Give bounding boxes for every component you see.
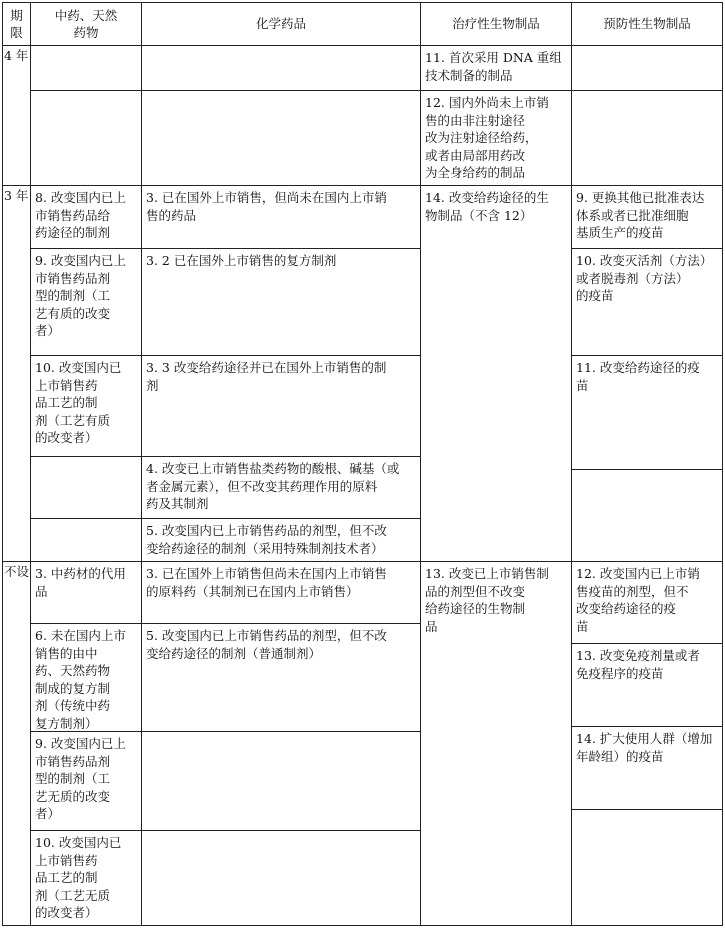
preventive-item-10: 10. 改变灭活剂（方法） 或者脱毒剂（方法） 的疫苗 bbox=[571, 248, 723, 356]
header-chemical: 化学药品 bbox=[141, 2, 421, 46]
tcm-item-10-no-quality-change: 10. 改变国内已 上市销售药 品工艺的制 剂（工艺无质 的改变者） bbox=[30, 830, 142, 926]
tcm-item-3: 3. 中药材的代用 品 bbox=[30, 561, 142, 624]
chemical-item-4: 4. 改变已上市销售盐类药物的酸根、碱基（或 者金属元素），但不改变其药理作用的原料 药及其制剂 bbox=[141, 456, 421, 519]
header-preventive: 预防性生物制品 bbox=[571, 2, 723, 46]
chemical-item-5-ordinary: 5. 改变国内已上市销售药品的剂型，但不改 变给药途径的制剂（普通制剂） bbox=[141, 623, 421, 732]
chemical-item-5-special: 5. 改变国内已上市销售药品的剂型，但不改 变给药途径的制剂（采用特殊制剂技术者） bbox=[141, 518, 421, 562]
preventive-item-12: 12. 改变国内已上市销 售疫苗的剂型，但不 改变给药途径的疫 苗 bbox=[571, 561, 723, 644]
chemical-item-3-3: 3. 3 改变给药途径并已在国外上市销售的制 剂 bbox=[141, 355, 421, 457]
header-therapeutic: 治疗性生物制品 bbox=[420, 2, 572, 46]
therapeutic-item-12: 12. 国内外尚未上市销 售的由非注射途径 改为注射途径给药， 或者由局部用药改 为全身给药的制品 bbox=[420, 90, 572, 186]
preventive-empty-c bbox=[571, 469, 723, 562]
chemical-empty-a bbox=[141, 45, 421, 91]
therapeutic-item-14: 14. 改变给药途径的生 物制品（不含 12） bbox=[420, 185, 572, 562]
chemical-item-3: 3. 已在国外上市销售，但尚未在国内上市销 售的药品 bbox=[141, 185, 421, 249]
preventive-item-13: 13. 改变免疫剂量或者 免疫程序的疫苗 bbox=[571, 643, 723, 727]
chemical-empty-d bbox=[141, 830, 421, 926]
tcm-item-9-no-quality-change: 9. 改变国内已上 市销售药品剂 型的制剂（工 艺无质的改变 者） bbox=[30, 731, 142, 831]
preventive-item-11: 11. 改变给药途径的疫 苗 bbox=[571, 355, 723, 470]
header-period: 期 限 bbox=[2, 2, 31, 46]
tcm-item-6: 6. 未在国内上市 销售的由中 药、天然药物 制成的复方制 剂（传统中药 复方制剂） bbox=[30, 623, 142, 732]
tcm-empty-d bbox=[30, 518, 142, 562]
chemical-item-3-raw-material: 3. 已在国外上市销售但尚未在国内上市销售 的原料药（其制剂已在国内上市销售） bbox=[141, 561, 421, 624]
tcm-empty-c bbox=[30, 456, 142, 519]
therapeutic-item-13: 13. 改变已上市销售制 品的剂型但不改变 给药途径的生物制 品 bbox=[420, 561, 572, 926]
registration-period-table bbox=[2, 2, 723, 926]
tcm-item-8: 8. 改变国内已上 市销售药品给 药途径的制剂 bbox=[30, 185, 142, 249]
preventive-item-14: 14. 扩大使用人群（增加 年龄组）的疫苗 bbox=[571, 726, 723, 810]
preventive-empty-b bbox=[571, 90, 723, 186]
preventive-item-9: 9. 更换其他已批准表达 体系或者已批准细胞 基质生产的疫苗 bbox=[571, 185, 723, 249]
chemical-empty-c bbox=[141, 731, 421, 831]
period-not-set: 不设 bbox=[2, 561, 31, 926]
period-4-years: 4 年 bbox=[2, 45, 31, 186]
therapeutic-item-11: 11. 首次采用 DNA 重组 技术制备的制品 bbox=[420, 45, 572, 91]
tcm-item-10-quality-change: 10. 改变国内已 上市销售药 品工艺的制 剂（工艺有质 的改变者） bbox=[30, 355, 142, 457]
tcm-item-9-quality-change: 9. 改变国内已上 市销售药品剂 型的制剂（工 艺有质的改变 者） bbox=[30, 248, 142, 356]
preventive-empty-a bbox=[571, 45, 723, 91]
chemical-empty-b bbox=[141, 90, 421, 186]
tcm-empty-b bbox=[30, 90, 142, 186]
tcm-empty-a bbox=[30, 45, 142, 91]
period-3-years: 3 年 bbox=[2, 185, 31, 562]
chemical-item-3-2: 3. 2 已在国外上市销售的复方制剂 bbox=[141, 248, 421, 356]
preventive-empty-d bbox=[571, 809, 723, 926]
header-tcm: 中药、天然 药物 bbox=[30, 2, 142, 46]
